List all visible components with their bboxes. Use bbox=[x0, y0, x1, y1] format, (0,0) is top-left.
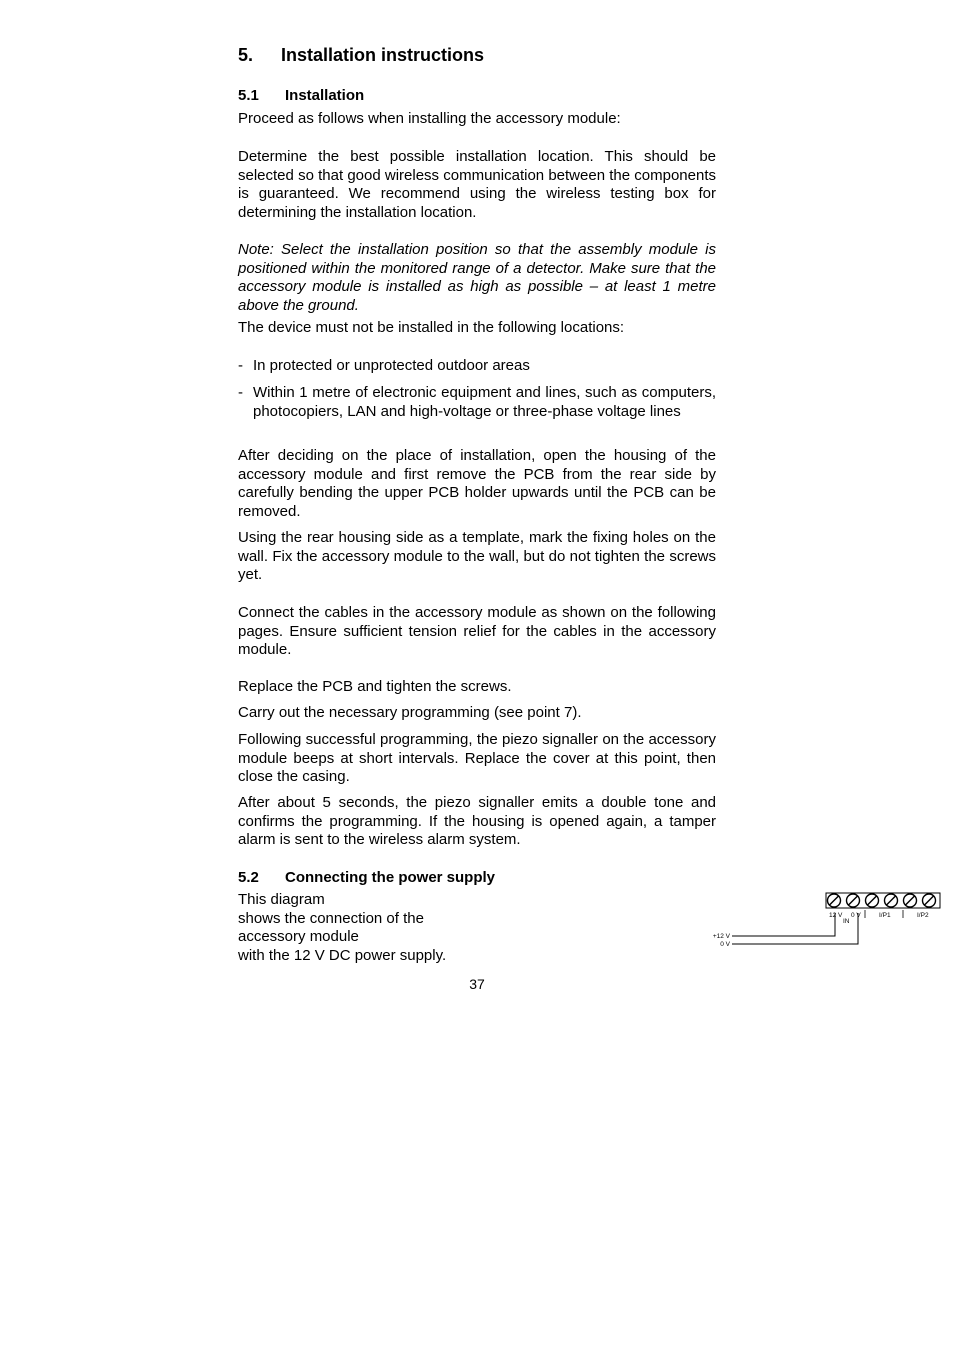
paragraph-not-installed: The device must not be installed in the following locations: bbox=[238, 319, 625, 336]
label-0v: 0 V bbox=[851, 912, 861, 919]
bullet-text: Within 1 metre of electronic equipment and lines, such as computers, photocopiers, LAN and high-voltage or three-phase voltage lines bbox=[253, 384, 716, 420]
caption-line: with the 12 V DC power supply. bbox=[238, 946, 447, 964]
terminal-screw bbox=[828, 894, 841, 907]
label-ip2: I/P2 bbox=[917, 912, 929, 919]
caption-line: accessory module bbox=[238, 928, 359, 946]
label-ip1: I/P1 bbox=[879, 912, 891, 919]
paragraph-after: After about 5 seconds, the piezo signaller emits a double tone and confirms the programming. If the housing is opened again, a tamper alarm is sent to the wireless alarm system. bbox=[238, 794, 716, 849]
terminal-screw bbox=[847, 894, 860, 907]
label-12v: 12 V bbox=[829, 912, 843, 919]
terminal-screw bbox=[904, 894, 917, 907]
wire-label-0v: 0 V bbox=[720, 941, 730, 948]
paragraph-template: Using the rear housing side as a template, mark the fixing holes on the wall. Fix the accessory module to the wall, but do not tighten the screws yet. bbox=[238, 529, 716, 584]
bullet-dash: - bbox=[238, 357, 243, 374]
bullet-item bbox=[238, 384, 716, 421]
wire-plus12v bbox=[732, 913, 835, 936]
paragraph-intro: Proceed as follows when installing the accessory module: bbox=[238, 110, 621, 127]
paragraph-note: Note: Select the installation position so that the assembly module is positioned within the monitored range of a detector. Make sure that the accessory module is installed as high as possible – at least 1 metre above the ground. bbox=[238, 241, 716, 314]
subsection-number: 5.1 bbox=[238, 87, 259, 104]
section-title: Installation instructions bbox=[281, 45, 485, 65]
bullet-item bbox=[238, 357, 716, 376]
section-heading bbox=[238, 45, 484, 66]
bullet-text: In protected or unprotected outdoor areas bbox=[253, 357, 530, 374]
terminal-screw bbox=[866, 894, 879, 907]
label-in: IN bbox=[843, 918, 850, 925]
caption-line: shows the connection of the bbox=[238, 909, 424, 927]
bullet-dash: - bbox=[238, 384, 243, 401]
terminal-screw bbox=[923, 894, 936, 907]
subsection-heading-power-supply bbox=[238, 869, 495, 886]
paragraph-location: Determine the best possible installation location. This should be selected so that good wireless communication between the components is guaranteed. We recommend using the wireless testing box for determining the installation location. bbox=[238, 148, 716, 221]
subsection-title: Connecting the power supply bbox=[285, 869, 496, 886]
diagram-caption bbox=[238, 891, 478, 965]
subsection-title: Installation bbox=[285, 87, 365, 104]
paragraph-connect: Connect the cables in the accessory module as shown on the following pages. Ensure sufficient tension relief for the cables in the accessory module. bbox=[238, 604, 716, 659]
terminal-screw bbox=[885, 894, 898, 907]
subsection-number: 5.2 bbox=[238, 869, 259, 886]
wire-label-plus12v: +12 V bbox=[712, 933, 730, 940]
power-supply-wiring-diagram bbox=[708, 890, 948, 952]
page-number: 37 bbox=[469, 976, 485, 992]
paragraph-programming: Carry out the necessary programming (see point 7). bbox=[238, 704, 582, 721]
paragraph-replace: Replace the PCB and tighten the screws. bbox=[238, 678, 512, 695]
caption-line: This diagram bbox=[238, 891, 325, 908]
subsection-heading-installation bbox=[238, 87, 364, 104]
paragraph-following: Following successful programming, the piezo signaller on the accessory module beeps at short intervals. Replace the cover at this point, then close the casing. bbox=[238, 731, 716, 786]
section-number: 5. bbox=[238, 45, 254, 65]
paragraph-open-housing: After deciding on the place of installation, open the housing of the accessory module and first remove the PCB from the rear side by carefully bending the upper PCB holder upwards until the PCB can be removed. bbox=[238, 447, 716, 520]
